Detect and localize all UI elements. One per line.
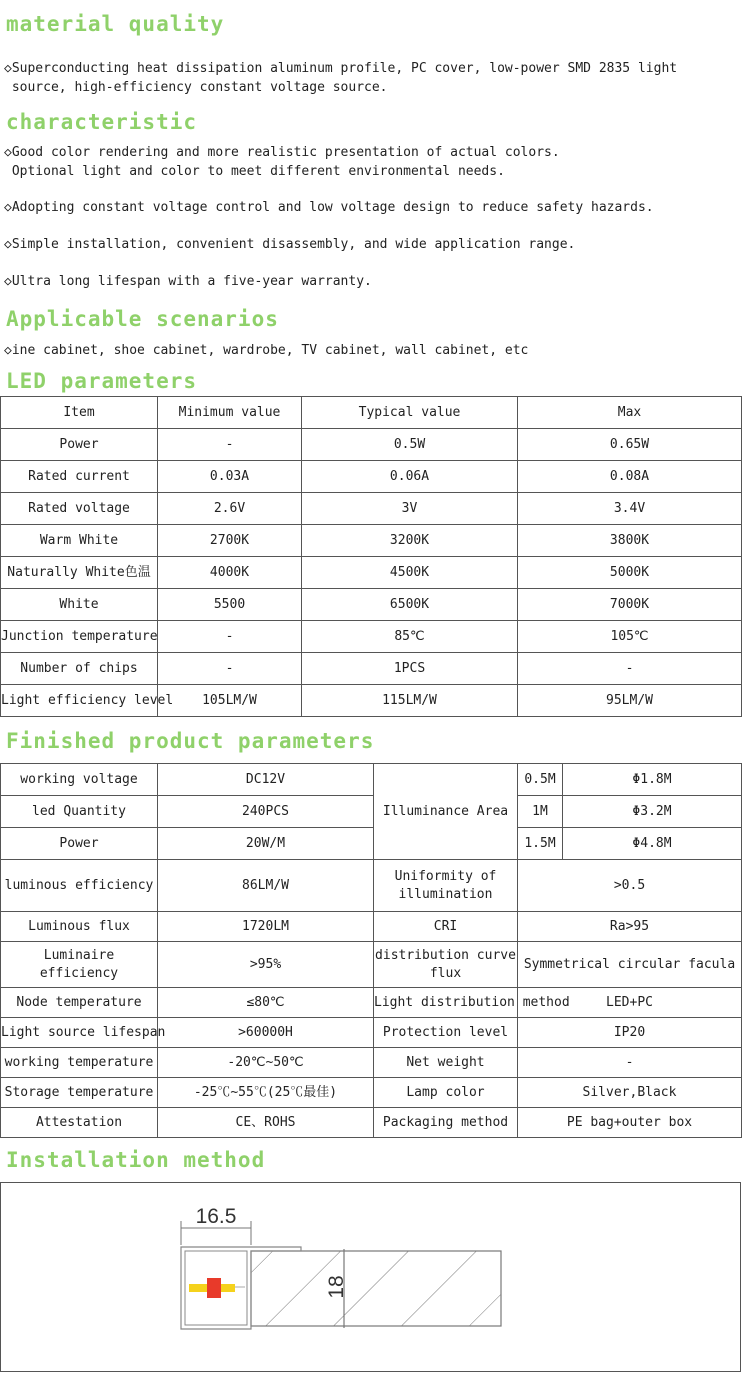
table-row: [1, 461, 742, 493]
table-row: [1, 1018, 742, 1048]
dimension-height-label: 18: [325, 1275, 348, 1299]
table-cell: 3.4V: [518, 493, 742, 525]
table-cell: 2.6V: [158, 493, 302, 525]
table-cell: Junction temperature: [1, 621, 158, 653]
header-item: Item: [1, 397, 158, 429]
table-cell: Silver,Black: [518, 1078, 742, 1108]
header-minimum: Minimum value: [158, 397, 302, 429]
table-cell: Rated voltage: [1, 493, 158, 525]
table-row: [1, 1078, 742, 1108]
table-header-row: [1, 397, 742, 429]
header-typical: Typical value: [302, 397, 518, 429]
table-cell: 95LM/W: [518, 685, 742, 717]
table-cell: -: [158, 429, 302, 461]
characteristic-4: ◇Ultra long lifespan with a five-year warranty.: [4, 274, 372, 289]
table-cell: 2700K: [158, 525, 302, 557]
table-cell: >95%: [158, 942, 374, 988]
installation-drawing-frame: [0, 1182, 741, 1372]
table-cell: Luminaire efficiency: [1, 942, 158, 988]
material-line-2: source, high-efficiency constant voltage source.: [4, 80, 388, 95]
table-row: [1, 525, 742, 557]
table-cell: 3800K: [518, 525, 742, 557]
table-cell: Naturally White色温: [1, 557, 158, 589]
table-cell: 3200K: [302, 525, 518, 557]
table-row: [1, 828, 742, 860]
table-row: [1, 1048, 742, 1078]
table-row: [1, 621, 742, 653]
table-cell: CRI: [374, 912, 518, 942]
table-cell: -: [518, 1048, 742, 1078]
table-cell: 4000K: [158, 557, 302, 589]
heading-applicable-scenarios: Applicable scenarios: [6, 307, 279, 331]
table-cell: White: [1, 589, 158, 621]
table-cell: working voltage: [1, 764, 158, 796]
table-cell: Luminous flux: [1, 912, 158, 942]
table-row: [1, 685, 742, 717]
table-cell: Node temperature: [1, 988, 158, 1018]
table-cell: >60000H: [158, 1018, 374, 1048]
table-cell: 1.5M: [518, 828, 563, 860]
table-cell: 115LM/W: [302, 685, 518, 717]
table-cell: 105℃: [518, 621, 742, 653]
heading-led-parameters: LED parameters: [6, 369, 198, 393]
table-cell: working temperature: [1, 1048, 158, 1078]
table-cell: 0.03A: [158, 461, 302, 493]
table-cell: Symmetrical circular facula: [518, 942, 742, 988]
table-cell: -25℃~55℃(25℃最佳): [158, 1078, 374, 1108]
table-cell: LED+PC: [518, 988, 742, 1018]
table-row: [1, 912, 742, 942]
table-cell: 7000K: [518, 589, 742, 621]
table-cell: 240PCS: [158, 796, 374, 828]
table-cell: Ra>95: [518, 912, 742, 942]
table-cell: Φ3.2M: [563, 796, 742, 828]
led-chip: [207, 1278, 221, 1298]
table-row: [1, 860, 742, 912]
table-cell: Light distribution method: [374, 988, 518, 1018]
table-row: [1, 493, 742, 525]
table-cell: 0.65W: [518, 429, 742, 461]
table-cell: Rated current: [1, 461, 158, 493]
table-cell: 0.06A: [302, 461, 518, 493]
table-cell: Net weight: [374, 1048, 518, 1078]
characteristic-3: ◇Simple installation, convenient disassembly, and wide application range.: [4, 237, 576, 252]
table-cell: Light source lifespan: [1, 1018, 158, 1048]
table-cell: 1720LM: [158, 912, 374, 942]
heading-material-quality: material quality: [6, 12, 225, 36]
table-row: [1, 589, 742, 621]
table-cell: 0.5M: [518, 764, 563, 796]
table-cell: 86LM/W: [158, 860, 374, 912]
table-cell: Lamp color: [374, 1078, 518, 1108]
characteristic-1-line-1: ◇Good color rendering and more realistic presentation of actual colors.: [4, 145, 560, 160]
illuminance-area-label: Illuminance Area: [374, 764, 518, 860]
installation-diagram: [1, 1183, 741, 1371]
table-cell: 5000K: [518, 557, 742, 589]
table-cell: Φ4.8M: [563, 828, 742, 860]
table-cell: CE、ROHS: [158, 1108, 374, 1138]
table-cell: 105LM/W: [158, 685, 302, 717]
table-cell: distribution curve flux: [374, 942, 518, 988]
table-cell: Uniformity of illumination: [374, 860, 518, 912]
table-cell: 0.08A: [518, 461, 742, 493]
table-cell: Number of chips: [1, 653, 158, 685]
table-cell: Attestation: [1, 1108, 158, 1138]
table-cell: -20℃~50℃: [158, 1048, 374, 1078]
table-cell: Φ1.8M: [563, 764, 742, 796]
table-row: [1, 942, 742, 988]
cabinet-board: [251, 1251, 501, 1326]
table-cell: Power: [1, 828, 158, 860]
table-cell: 6500K: [302, 589, 518, 621]
table-row: [1, 1108, 742, 1138]
table-cell: Storage temperature: [1, 1078, 158, 1108]
finished-product-table: [0, 763, 742, 1138]
table-cell: -: [158, 621, 302, 653]
table-cell: Light efficiency level: [1, 685, 158, 717]
table-cell: 3V: [302, 493, 518, 525]
table-cell: Packaging method: [374, 1108, 518, 1138]
table-cell: Protection level: [374, 1018, 518, 1048]
table-row: [1, 429, 742, 461]
table-cell: Power: [1, 429, 158, 461]
table-cell: 20W/M: [158, 828, 374, 860]
heading-characteristic: characteristic: [6, 110, 198, 134]
table-cell: 1M: [518, 796, 563, 828]
table-cell: luminous efficiency: [1, 860, 158, 912]
table-cell: >0.5: [518, 860, 742, 912]
heading-installation-method: Installation method: [6, 1148, 266, 1172]
table-cell: 4500K: [302, 557, 518, 589]
table-cell: 5500: [158, 589, 302, 621]
table-cell: PE bag+outer box: [518, 1108, 742, 1138]
table-row: [1, 988, 742, 1018]
table-cell: led Quantity: [1, 796, 158, 828]
header-max: Max: [518, 397, 742, 429]
scenarios-text: ◇ine cabinet, shoe cabinet, wardrobe, TV cabinet, wall cabinet, etc: [4, 343, 529, 358]
table-row: [1, 653, 742, 685]
table-cell: 85℃: [302, 621, 518, 653]
table-row: [1, 764, 742, 796]
led-parameters-table: [0, 396, 742, 717]
table-cell: -: [518, 653, 742, 685]
material-line-1: ◇Superconducting heat dissipation aluminum profile, PC cover, low-power SMD 2835 light: [4, 61, 678, 76]
table-cell: 0.5W: [302, 429, 518, 461]
table-cell: 1PCS: [302, 653, 518, 685]
characteristic-1-line-2: Optional light and color to meet different environmental needs.: [4, 164, 505, 179]
table-cell: Warm White: [1, 525, 158, 557]
table-cell: -: [158, 653, 302, 685]
characteristic-2: ◇Adopting constant voltage control and low voltage design to reduce safety hazards.: [4, 200, 654, 215]
table-row: [1, 557, 742, 589]
dimension-width-label: 16.5: [195, 1205, 237, 1228]
table-row: [1, 796, 742, 828]
table-cell: ≤80℃: [158, 988, 374, 1018]
table-cell: DC12V: [158, 764, 374, 796]
table-cell: IP20: [518, 1018, 742, 1048]
heading-finished-product-parameters: Finished product parameters: [6, 729, 375, 753]
